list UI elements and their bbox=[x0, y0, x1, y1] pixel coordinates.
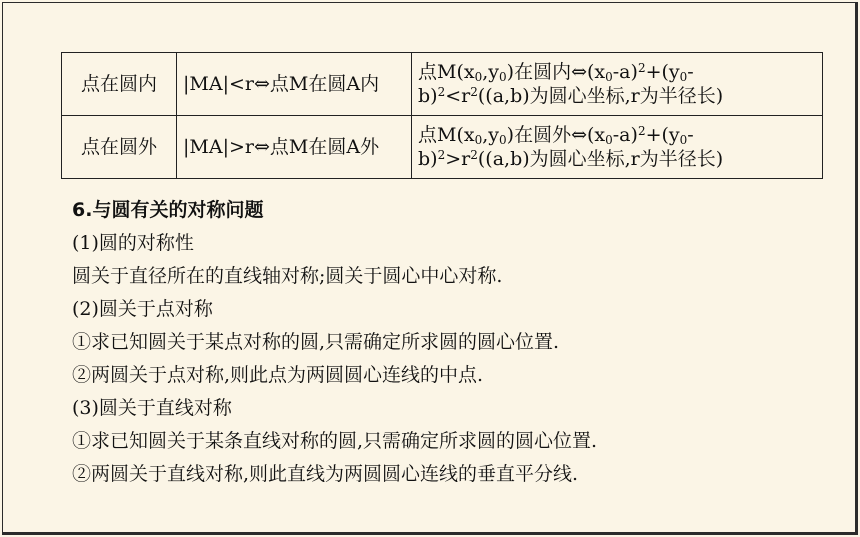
coordinate-cell bbox=[412, 116, 823, 179]
table-row bbox=[62, 53, 823, 116]
position-cell: 点在圆外 bbox=[62, 116, 177, 179]
text-line: (2)圆关于点对称 bbox=[72, 298, 213, 320]
text-line: ①求已知圆关于某点对称的圆,只需确定所求圆的圆心位置. bbox=[72, 331, 560, 353]
text-line: ②两圆关于直线对称,则此直线为两圆圆心连线的垂直平分线. bbox=[72, 463, 579, 485]
formula-line-2: $b)^2>r^2((a,b)$为圆心坐标,r为半径长) bbox=[418, 148, 724, 170]
formula-line-2: $b)^2<r^2((a,b)$为圆心坐标,r为半径长) bbox=[418, 85, 724, 107]
coordinate-cell bbox=[412, 53, 823, 116]
distance-cell: |MA|<r⇔点M在圆A内 bbox=[177, 53, 412, 116]
distance-cell: |MA|>r⇔点M在圆A外 bbox=[177, 116, 412, 179]
text-line: (3)圆关于直线对称 bbox=[72, 397, 232, 419]
text-line: (1)圆的对称性 bbox=[72, 232, 194, 254]
formula-line-1: 点$M(x_0,y_0)$在圆内$\Leftrightarrow(x_0-a)^2+(y_0-$ bbox=[418, 61, 694, 84]
text-line: ①求已知圆关于某条直线对称的圆,只需确定所求圆的圆心位置. bbox=[72, 430, 598, 452]
text-line: ②两圆关于点对称,则此点为两圆圆心连线的中点. bbox=[72, 364, 484, 386]
formula-line-1: 点$M(x_0,y_0)$在圆外$\Leftrightarrow(x_0-a)^2+(y_0-$ bbox=[418, 124, 694, 147]
table-row bbox=[62, 116, 823, 179]
symmetry-section bbox=[72, 194, 597, 491]
relation-table bbox=[61, 52, 823, 179]
text-line: 圆关于直径所在的直线轴对称;圆关于圆心中心对称. bbox=[72, 265, 503, 287]
section-heading: 6.与圆有关的对称问题 bbox=[72, 199, 264, 221]
position-cell: 点在圆内 bbox=[62, 53, 177, 116]
